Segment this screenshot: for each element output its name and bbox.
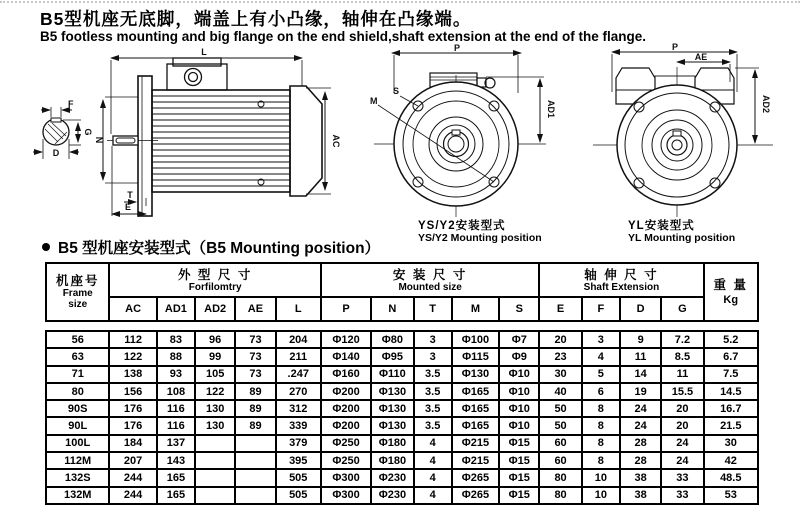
dim-label-AC: AC <box>331 134 341 148</box>
dim-label-E: E <box>124 202 132 212</box>
dimension-cell: 5 <box>582 366 620 383</box>
dimension-cell: 395 <box>276 452 321 469</box>
frame-size-cell: 90L <box>46 417 109 434</box>
dimension-cell: Φ130 <box>371 383 413 400</box>
dim-label-S: S <box>393 86 400 96</box>
dimension-cell: Φ15 <box>499 469 539 486</box>
dimension-cell: 156 <box>109 383 156 400</box>
dimension-cell: 108 <box>157 383 195 400</box>
dimension-cell: Φ115 <box>452 348 499 365</box>
table-row <box>46 366 758 383</box>
dimension-cell: Φ10 <box>499 417 539 434</box>
dimension-cell: 116 <box>157 400 195 417</box>
dimension-cell: 30 <box>539 366 581 383</box>
dimension-cell: Φ300 <box>321 487 371 504</box>
dimension-cell: 20 <box>661 417 703 434</box>
frame-size-header-zh: 机座号 <box>55 274 100 288</box>
dimension-cell <box>195 452 235 469</box>
dimension-cell: 73 <box>235 331 275 348</box>
ys-y2-caption <box>418 220 542 244</box>
dimension-cell: 207 <box>109 452 156 469</box>
dimension-cell <box>235 487 275 504</box>
dimension-cell: Φ165 <box>452 417 499 434</box>
mounted-size-zh: 安 装 尺 寸 <box>392 267 468 282</box>
dimension-cell: 379 <box>276 435 321 452</box>
dimension-cell: 122 <box>195 383 235 400</box>
shaft-extension-group-header <box>539 263 703 297</box>
dimension-cell: 165 <box>157 469 195 486</box>
yl-caption <box>628 220 735 244</box>
col-header-F: F <box>582 297 620 321</box>
dimension-cell: 38 <box>620 487 661 504</box>
weight-header-zh: 重 量 <box>713 278 748 292</box>
dimension-rows <box>46 331 758 504</box>
section-heading <box>42 236 380 258</box>
dimension-cell: 4 <box>414 435 452 452</box>
outline-dims-zh: 外 型 尺 寸 <box>177 267 253 282</box>
dimension-cell: 3.5 <box>414 383 452 400</box>
frame-size-header-en1: Frame <box>62 288 93 299</box>
dimension-cell <box>195 469 235 486</box>
dimension-cell <box>235 469 275 486</box>
dimension-cell: 15.5 <box>661 383 703 400</box>
dimension-cell: Φ160 <box>321 366 371 383</box>
dimension-cell: Φ10 <box>499 383 539 400</box>
dim-label-AE: AE <box>694 52 708 62</box>
dimension-cell: Φ250 <box>321 435 371 452</box>
dimension-cell: Φ15 <box>499 487 539 504</box>
dimension-cell: Φ9 <box>499 348 539 365</box>
dim-label-AD1: AD1 <box>546 99 556 119</box>
yl-front-view-drawing <box>585 42 790 232</box>
col-header-AE: AE <box>235 297 275 321</box>
dim-label-P: P <box>453 43 461 53</box>
table-row <box>46 452 758 469</box>
dimension-cell: 24 <box>661 452 703 469</box>
dimension-cell: 176 <box>109 417 156 434</box>
dimension-cell: Φ215 <box>452 452 499 469</box>
dimension-cell <box>195 487 235 504</box>
ys-y2-caption-zh: YS/Y2安装型式 <box>418 220 506 232</box>
dimension-cell: 89 <box>235 383 275 400</box>
dimension-cell: 505 <box>276 469 321 486</box>
weight-header-kg: Kg <box>723 294 739 306</box>
dimension-cell: 24 <box>661 435 703 452</box>
dimension-cell: Φ250 <box>321 452 371 469</box>
col-header-E: E <box>539 297 581 321</box>
page-top-edge <box>0 1 800 3</box>
dimension-cell <box>195 435 235 452</box>
dimension-cell: 88 <box>157 348 195 365</box>
table-row <box>46 435 758 452</box>
dimension-cell: Φ10 <box>499 366 539 383</box>
dim-label-L: L <box>201 47 207 57</box>
col-header-T: T <box>414 297 452 321</box>
dimension-cell: 20 <box>539 331 581 348</box>
dimension-cell: 50 <box>539 400 581 417</box>
dimension-cell: 505 <box>276 487 321 504</box>
dimension-cell: 23 <box>539 348 581 365</box>
dimension-cell: 3 <box>582 331 620 348</box>
dim-label-G: G <box>83 128 93 136</box>
outline-dims-group-header <box>109 263 320 297</box>
dimension-cell: 14.5 <box>704 383 758 400</box>
dimension-cell: 9 <box>620 331 661 348</box>
table-row <box>46 487 758 504</box>
col-header-G: G <box>661 297 703 321</box>
dimension-cell: 30 <box>704 435 758 452</box>
dimension-cell: 99 <box>195 348 235 365</box>
frame-size-cell: 132M <box>46 487 109 504</box>
dimension-cell: 105 <box>195 366 235 383</box>
frame-size-cell: 112M <box>46 452 109 469</box>
dimension-cell: 28 <box>620 435 661 452</box>
dimension-cell: 11 <box>661 366 703 383</box>
dimension-cell: Φ15 <box>499 452 539 469</box>
dimension-cell: 270 <box>276 383 321 400</box>
dimension-cell: Φ130 <box>452 366 499 383</box>
table-row <box>46 348 758 365</box>
dimension-cell: 184 <box>109 435 156 452</box>
dimension-cell: 28 <box>620 452 661 469</box>
table-row <box>46 417 758 434</box>
dimension-cell: 8.5 <box>661 348 703 365</box>
dimension-cell: 211 <box>276 348 321 365</box>
dimension-cell: 137 <box>157 435 195 452</box>
dimension-cell: 21.5 <box>704 417 758 434</box>
dimension-cell: 7.2 <box>661 331 703 348</box>
dimension-cell: 10 <box>582 469 620 486</box>
col-header-L: L <box>276 297 321 321</box>
dimension-cell: 38 <box>620 469 661 486</box>
dimension-cell: 60 <box>539 452 581 469</box>
mounted-size-en: Mounted size <box>398 281 462 293</box>
dimension-cell: Φ215 <box>452 435 499 452</box>
dimension-cell: 165 <box>157 487 195 504</box>
frame-size-cell: 132S <box>46 469 109 486</box>
dim-label-N: N <box>94 136 104 144</box>
frame-size-cell: 63 <box>46 348 109 365</box>
shaft-extension-en: Shaft Extension <box>583 281 660 293</box>
dimension-cell: 50 <box>539 417 581 434</box>
dimension-cell: 116 <box>157 417 195 434</box>
section-heading-text: B5 型机座安装型式（B5 Mounting position） <box>58 240 381 257</box>
dimension-cell: Φ95 <box>371 348 413 365</box>
dimension-cell: 83 <box>157 331 195 348</box>
dimension-table-header <box>45 262 759 322</box>
dimension-cell: Φ100 <box>452 331 499 348</box>
dimension-cell: Φ10 <box>499 400 539 417</box>
outline-dims-en: Forfilomtry <box>188 281 242 293</box>
dimension-cell: Φ300 <box>321 469 371 486</box>
dimension-cell: Φ230 <box>371 487 413 504</box>
dimension-cell: Φ200 <box>321 400 371 417</box>
frame-size-header-en2: size <box>68 299 88 310</box>
ys-y2-caption-en: YS/Y2 Mounting position <box>418 232 542 244</box>
dimension-cell: 8 <box>582 400 620 417</box>
dimension-cell: 14 <box>620 366 661 383</box>
mounted-size-group-header <box>321 263 540 297</box>
dimension-cell: Φ230 <box>371 469 413 486</box>
dimension-cell: Φ165 <box>452 400 499 417</box>
dimension-cell: 244 <box>109 469 156 486</box>
ys-y2-front-view-drawing <box>360 45 560 230</box>
dimension-cell: 3.5 <box>414 400 452 417</box>
col-header-AD1: AD1 <box>157 297 195 321</box>
dimension-cell: 6 <box>582 383 620 400</box>
dimension-cell: 143 <box>157 452 195 469</box>
dimension-cell: 24 <box>620 400 661 417</box>
dimension-cell: 10 <box>582 487 620 504</box>
dimension-cell: 33 <box>661 487 703 504</box>
col-header-AC: AC <box>109 297 156 321</box>
dimension-cell: 80 <box>539 469 581 486</box>
dimension-cell: 3 <box>414 331 452 348</box>
dimension-cell: .247 <box>276 366 321 383</box>
table-row <box>46 383 758 400</box>
dimension-cell: 93 <box>157 366 195 383</box>
dimension-cell: 176 <box>109 400 156 417</box>
col-header-N: N <box>371 297 413 321</box>
dimension-cell: 3.5 <box>414 417 452 434</box>
dimension-cell: 4 <box>414 469 452 486</box>
dimension-cell: Φ120 <box>321 331 371 348</box>
dimension-cell: 48.5 <box>704 469 758 486</box>
dimension-cell: 19 <box>620 383 661 400</box>
dim-label-M: M <box>370 96 378 106</box>
dim-label-T: T <box>127 190 133 200</box>
dimension-cell: 138 <box>109 366 156 383</box>
dimension-cell: Φ265 <box>452 487 499 504</box>
frame-size-cell: 56 <box>46 331 109 348</box>
dimension-cell: Φ165 <box>452 383 499 400</box>
dimension-cell: 73 <box>235 366 275 383</box>
yl-caption-en: YL Mounting position <box>628 232 736 244</box>
dimension-cell: Φ110 <box>371 366 413 383</box>
dimension-cell: 8 <box>582 452 620 469</box>
dimension-cell: 130 <box>195 417 235 434</box>
dimension-cell: 33 <box>661 469 703 486</box>
dimension-cell: 16.7 <box>704 400 758 417</box>
bullet-icon <box>42 243 50 251</box>
dimension-cell: 8 <box>582 417 620 434</box>
col-header-D: D <box>620 297 661 321</box>
dimension-cell: 122 <box>109 348 156 365</box>
dim-label-F: F <box>68 99 74 109</box>
dimension-cell: Φ80 <box>371 331 413 348</box>
frame-size-header <box>46 263 109 321</box>
dimension-cell: Φ180 <box>371 452 413 469</box>
dimension-cell: Φ130 <box>371 400 413 417</box>
dimension-cell: 339 <box>276 417 321 434</box>
dimension-cell: 89 <box>235 400 275 417</box>
dimension-cell: Φ200 <box>321 383 371 400</box>
dimension-table-body <box>45 330 759 505</box>
dimension-cell: 3.5 <box>414 366 452 383</box>
dimension-cell: 40 <box>539 383 581 400</box>
dimension-cell: 4 <box>414 487 452 504</box>
dimension-cell: 7.5 <box>704 366 758 383</box>
dimension-cell: 312 <box>276 400 321 417</box>
dimension-cell: Φ15 <box>499 435 539 452</box>
dimension-cell: Φ140 <box>321 348 371 365</box>
dimension-cell: 53 <box>704 487 758 504</box>
dimension-cell <box>235 435 275 452</box>
frame-size-cell: 71 <box>46 366 109 383</box>
dim-label-AD2: AD2 <box>761 94 771 114</box>
weight-header <box>704 263 758 321</box>
dimension-cell: 6.7 <box>704 348 758 365</box>
col-header-M: M <box>452 297 499 321</box>
shaft-extension-zh: 轴 伸 尺 寸 <box>584 267 659 282</box>
b5-side-view-drawing <box>28 46 358 238</box>
dimension-cell: 24 <box>620 417 661 434</box>
dimension-cell: 11 <box>620 348 661 365</box>
col-header-AD2: AD2 <box>195 297 235 321</box>
dimension-cell: 20 <box>661 400 703 417</box>
yl-caption-zh: YL安装型式 <box>628 220 695 232</box>
dimension-cell: 4 <box>582 348 620 365</box>
page-title: B5型机座无底脚，端盖上有小凸缘，轴伸在凸缘端。 <box>40 9 472 29</box>
frame-size-cell: 90S <box>46 400 109 417</box>
page-subtitle: B5 footless mounting and big flange on the end shield,shaft extension at the end of the flange. <box>40 29 647 44</box>
table-row <box>46 469 758 486</box>
dimension-cell: 8 <box>582 435 620 452</box>
dimension-cell: 3 <box>414 348 452 365</box>
dimension-cell: 4 <box>414 452 452 469</box>
col-header-S: S <box>499 297 539 321</box>
dimension-cell: Φ265 <box>452 469 499 486</box>
table-row <box>46 400 758 417</box>
dimension-cell <box>235 452 275 469</box>
dimension-cell: Φ180 <box>371 435 413 452</box>
dimension-cell: 89 <box>235 417 275 434</box>
dimension-cell: 73 <box>235 348 275 365</box>
col-header-P: P <box>321 297 371 321</box>
dim-label-P: P <box>671 42 679 52</box>
dimension-cell: 204 <box>276 331 321 348</box>
dimension-cell: Φ130 <box>371 417 413 434</box>
dimension-cell: 244 <box>109 487 156 504</box>
table-row <box>46 331 758 348</box>
dimension-cell: 130 <box>195 400 235 417</box>
dimension-cell: 80 <box>539 487 581 504</box>
dimension-cell: 5.2 <box>704 331 758 348</box>
dim-label-D: D <box>52 148 60 158</box>
dimension-cell: 96 <box>195 331 235 348</box>
dimension-cell: Φ7 <box>499 331 539 348</box>
frame-size-cell: 100L <box>46 435 109 452</box>
dimension-cell: 42 <box>704 452 758 469</box>
dimension-cell: 60 <box>539 435 581 452</box>
frame-size-cell: 80 <box>46 383 109 400</box>
dimension-cell: Φ200 <box>321 417 371 434</box>
dimension-cell: 112 <box>109 331 156 348</box>
